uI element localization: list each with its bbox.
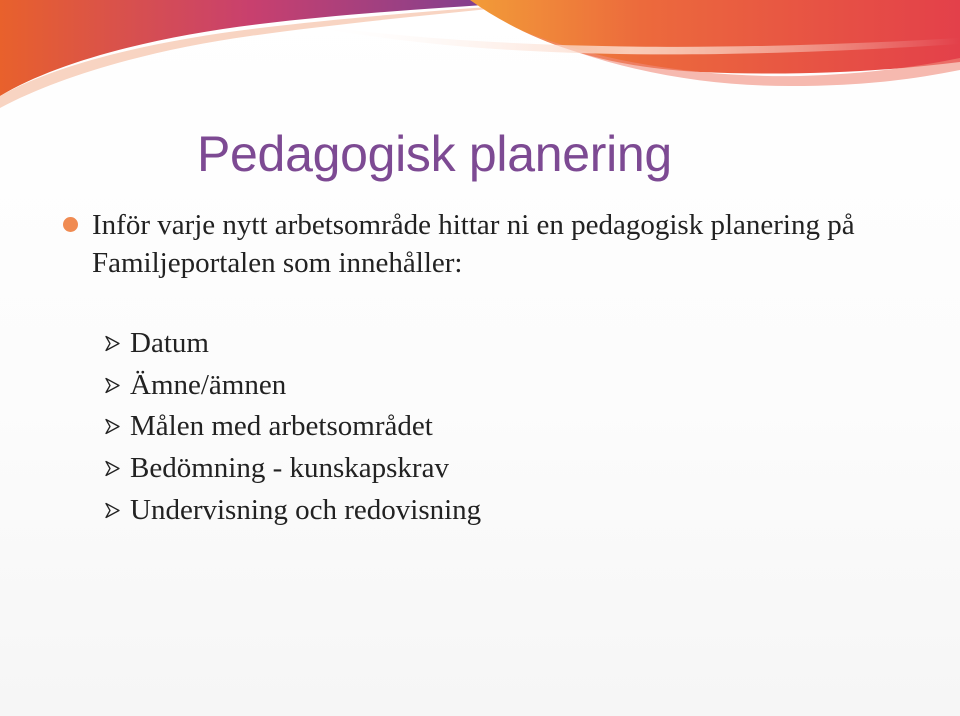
arrowhead-bullet-icon (104, 377, 121, 394)
arrowhead-bullet-icon (104, 335, 121, 352)
list-item-label: Ämne/ämnen (130, 368, 287, 401)
decorative-banner (0, 0, 960, 115)
page-title: Pedagogisk planering (197, 126, 672, 182)
list-item (104, 323, 481, 365)
list-item-label: Målen med arbetsområdet (130, 410, 433, 443)
list-item-label: Datum (130, 327, 209, 360)
round-bullet-icon (63, 217, 78, 232)
list-item (104, 365, 481, 407)
list-item-label: Undervisning och redovisning (130, 493, 482, 526)
list-item (104, 489, 481, 531)
arrowhead-bullet-icon (104, 460, 121, 477)
arrowhead-bullet-icon (104, 418, 121, 435)
list-item (104, 448, 481, 490)
list-item (104, 406, 481, 448)
list-item-label: Bedömning - kunskapskrav (130, 452, 449, 485)
arrowhead-bullet-icon (104, 502, 121, 519)
bullet-list (104, 323, 481, 531)
intro-text: Inför varje nytt arbetsområde hittar ni en pedagogisk planering på Familjeportalen som innehåller: (92, 209, 855, 279)
